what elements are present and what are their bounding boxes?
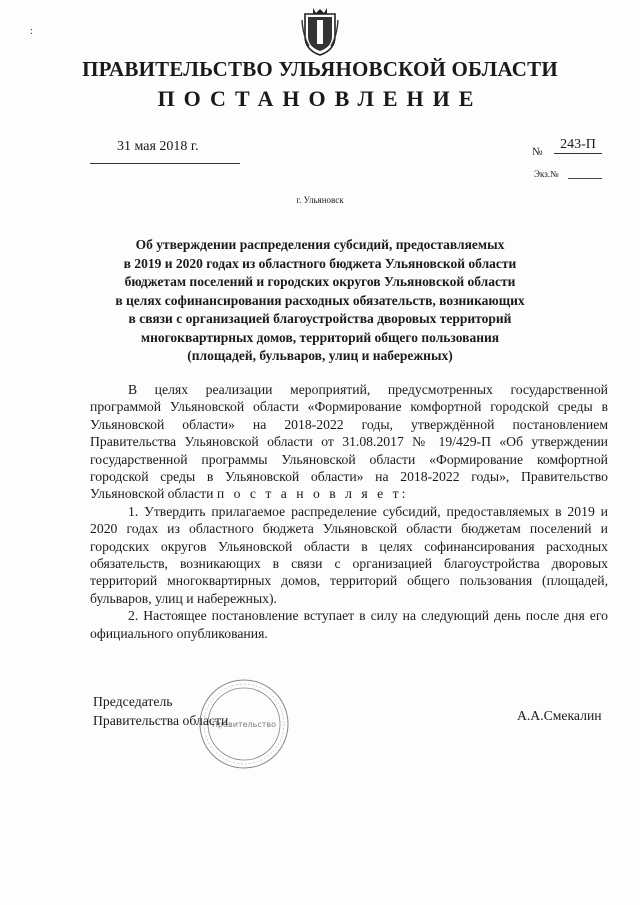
signatory-title-line: Председатель	[93, 694, 173, 709]
organization-title: ПРАВИТЕЛЬСТВО УЛЬЯНОВСКОЙ ОБЛАСТИ	[82, 57, 558, 81]
signatory-name: А.А.Смекалин	[517, 708, 602, 723]
signatory-title	[93, 692, 228, 730]
coat-of-arms-icon	[301, 6, 339, 56]
number-sign: №	[532, 146, 543, 158]
city-name: г. Ульяновск	[296, 195, 344, 205]
subject-line: бюджетам поселений и городских округов Ульяновской области	[124, 274, 516, 289]
item-2-paragraph: 2. Настоящее постановление вступает в силу на следующий день после дня его официального опубликования.	[90, 608, 608, 641]
seal-text: Правительство	[212, 720, 276, 729]
subject-line: многоквартирных домов, территорий общего пользования	[140, 329, 500, 345]
subject-line: в целях софинансирования расходных обязательств, возникающих	[115, 292, 525, 308]
margin-mark: :	[30, 26, 33, 37]
subject-line: в связи с организацией благоустройства дворовых территорий	[128, 311, 512, 326]
copy-number-label: Экз.№	[534, 169, 559, 179]
document-subject	[90, 236, 550, 366]
item-1-paragraph: 1. Утвердить прилагаемое распределение субсидий, предоставляемых в 2019 и 2020 годах из областного бюджета Ульяновской области бюджетам поселений и городских округов Ульяновской области в целях софинансирования расходных обязательств, возникающих в связи с организацией благоустройства дворовых территорий многоквартирных домов, территорий общего пользования (площадей, бульваров, улиц и набережных).	[90, 503, 608, 606]
subject-line: в 2019 и 2020 годах из областного бюджета Ульяновской области	[123, 255, 517, 271]
document-type-heading: ПОСТАНОВЛЕНИЕ	[157, 86, 483, 111]
document-number: 243-П	[554, 136, 602, 154]
document-body	[90, 381, 608, 642]
subject-line: (площадей, бульваров, улиц и набережных)	[187, 348, 453, 363]
signatory-title-line: Правительства области	[93, 713, 229, 728]
date-underline	[90, 163, 240, 164]
copy-number-line	[568, 178, 602, 179]
preamble-paragraph	[90, 381, 608, 503]
subject-line: Об утверждении распределения субсидий, предоставляемых	[135, 237, 505, 252]
document-date: 31 мая 2018 г.	[117, 139, 199, 154]
preamble-text: В целях реализации мероприятий, предусмотренных государственной программой Ульяновской области «Формирование комфортной городской среды в Ульяновской области» на 2018-2022 годы, утверждённой постановлением Правительства Ульяновской области от 31.08.2017 № 19/429-П «Об утверждении государственной программы Ульяновской области «Формирование комфортной городской среды в Ульяновской области» на 2018-2022 годы», Правительство Ульяновской области	[90, 382, 608, 502]
decree-word: п о с т а н о в л я е т:	[216, 486, 409, 502]
